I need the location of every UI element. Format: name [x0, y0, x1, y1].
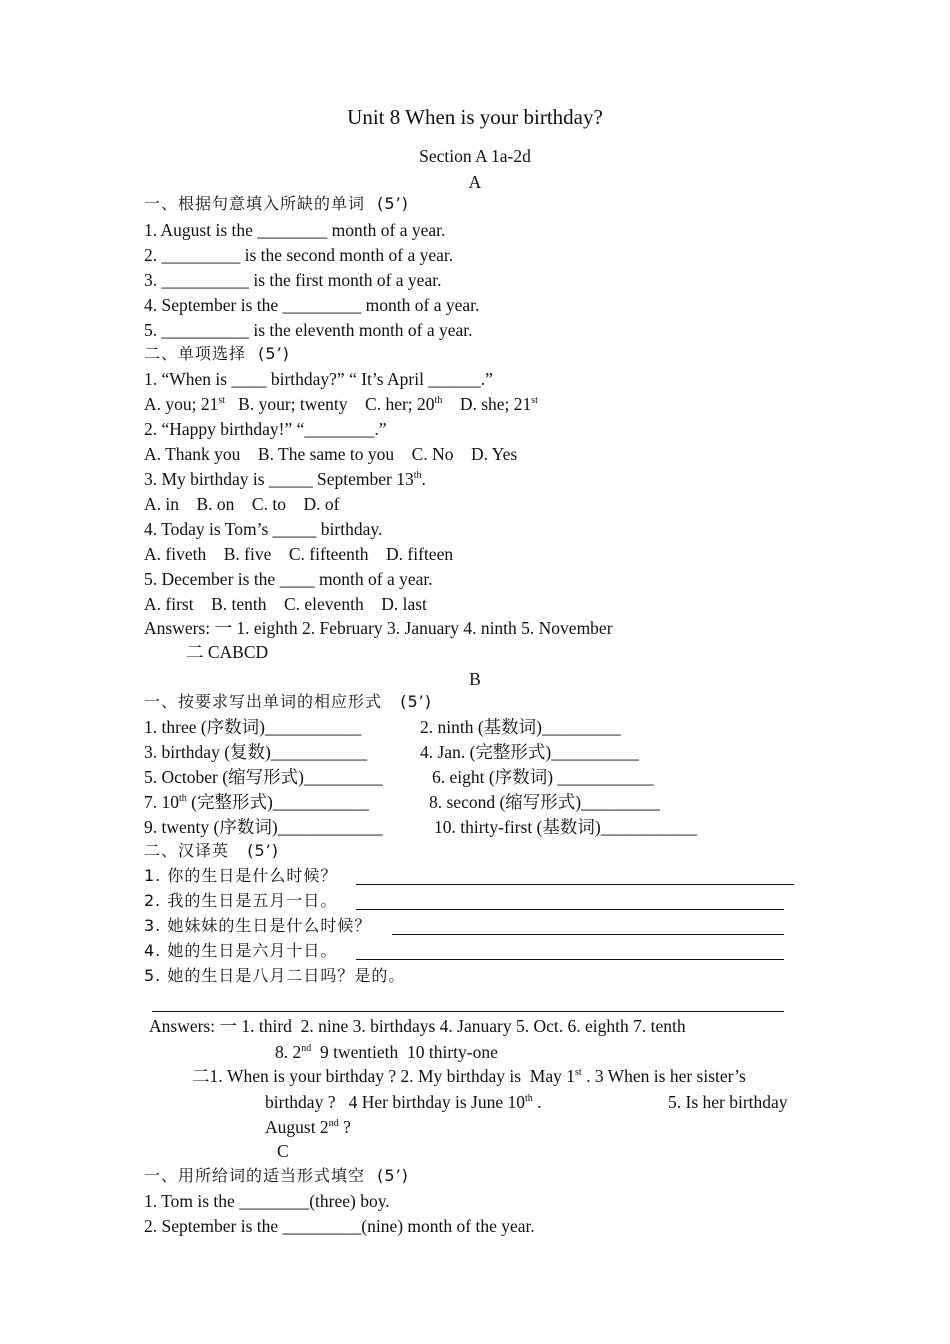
question-1: 1. “When is ____ birthday?” “ It’s April ______.” [144, 369, 493, 389]
question-4: 4. Today is Tom’s _____ birthday. [144, 519, 383, 539]
part-b-answers-3: 二1. When is your birthday ? 2. My birthday is May 1st . 3 When is her sister’s [192, 1066, 746, 1086]
part-c-item-1: 1. Tom is the ________(three) boy. [144, 1191, 390, 1211]
part-c-heading: 一、用所给词的适当形式填空 (5’) [144, 1166, 409, 1185]
word-form-10: 10. thirty-first (基数词)___________ [434, 817, 697, 837]
translate-2-blank [356, 909, 784, 910]
word-form-5: 5. October (缩写形式)_________ [144, 767, 383, 787]
translate-2: 2. 我的生日是五月一日。 [144, 891, 338, 910]
part-b-s1-heading: 一、按要求写出单词的相应形式 (5’) [144, 692, 433, 711]
part-a-label: A [468, 172, 482, 192]
part-b-s2-heading: 二、汉译英 (5’) [144, 841, 280, 860]
translate-3: 3. 她妹妹的生日是什么时候？ [144, 916, 372, 935]
part-a-s1-item-3: 3. __________ is the first month of a year. [144, 270, 442, 290]
translate-5-blank [152, 1011, 784, 1012]
word-form-4: 4. Jan. (完整形式)__________ [420, 742, 639, 762]
part-a-answers-2: 二 CABCD [186, 642, 269, 662]
translate-5: 5. 她的生日是八月二日吗？是的。 [144, 966, 406, 985]
question-1-options: A. you; 21st B. your; twenty C. her; 20th D. she; 21st [144, 394, 538, 414]
question-3: 3. My birthday is _____ September 13th. [144, 469, 426, 489]
part-a-s1-item-5: 5. __________ is the eleventh month of a year. [144, 320, 473, 340]
part-b-answers-4b: 5. Is her birthday [668, 1092, 788, 1112]
question-5-options: A. first B. tenth C. eleventh D. last [144, 594, 427, 614]
part-a-s1-item-2: 2. _________ is the second month of a year. [144, 245, 454, 265]
part-a-answers-1: Answers: 一 1. eighth 2. February 3. January 4. ninth 5. November [144, 618, 613, 638]
translate-4-blank [356, 959, 784, 960]
word-form-2: 2. ninth (基数词)_________ [420, 717, 621, 737]
question-5: 5. December is the ____ month of a year. [144, 569, 433, 589]
question-2-options: A. Thank you B. The same to you C. No D. Yes [144, 444, 518, 464]
part-b-answers-4: birthday ? 4 Her birthday is June 10th . [265, 1092, 542, 1112]
part-c-item-2: 2. September is the _________(nine) month of the year. [144, 1216, 535, 1236]
translate-1: 1. 你的生日是什么时候？ [144, 866, 338, 885]
part-a-s1-heading: 一、根据句意填入所缺的单词 (5’) [144, 194, 409, 213]
part-b-answers-5: August 2nd ? [265, 1117, 351, 1137]
word-form-7: 7. 10th (完整形式)___________ [144, 792, 370, 812]
page-title: Unit 8 When is your birthday? [347, 105, 603, 129]
question-2: 2. “Happy birthday!” “________.” [144, 419, 387, 439]
word-form-3: 3. birthday (复数)___________ [144, 742, 368, 762]
question-4-options: A. fiveth B. five C. fifteenth D. fifteen [144, 544, 454, 564]
word-form-9: 9. twenty (序数词)____________ [144, 817, 383, 837]
translate-1-blank [356, 884, 794, 885]
part-b-answers-1: Answers: 一 1. third 2. nine 3. birthdays 4. January 5. Oct. 6. eighth 7. tenth [149, 1016, 686, 1036]
part-c-label: C [277, 1141, 289, 1161]
part-a-s1-item-4: 4. September is the _________ month of a year. [144, 295, 480, 315]
word-form-1: 1. three (序数词)___________ [144, 717, 362, 737]
question-3-options: A. in B. on C. to D. of [144, 494, 340, 514]
section-title: Section A 1a-2d [419, 146, 531, 166]
word-form-6: 6. eight (序数词) ___________ [432, 767, 654, 787]
part-b-label: B [469, 669, 481, 689]
part-a-s2-heading: 二、单项选择 (5’) [144, 344, 290, 363]
part-b-answers-2: 8. 2nd 9 twentieth 10 thirty-one [275, 1042, 498, 1062]
translate-3-blank [392, 934, 784, 935]
translate-4: 4. 她的生日是六月十日。 [144, 941, 338, 960]
word-form-8: 8. second (缩写形式)_________ [429, 792, 660, 812]
part-a-s1-item-1: 1. August is the ________ month of a year. [144, 220, 446, 240]
